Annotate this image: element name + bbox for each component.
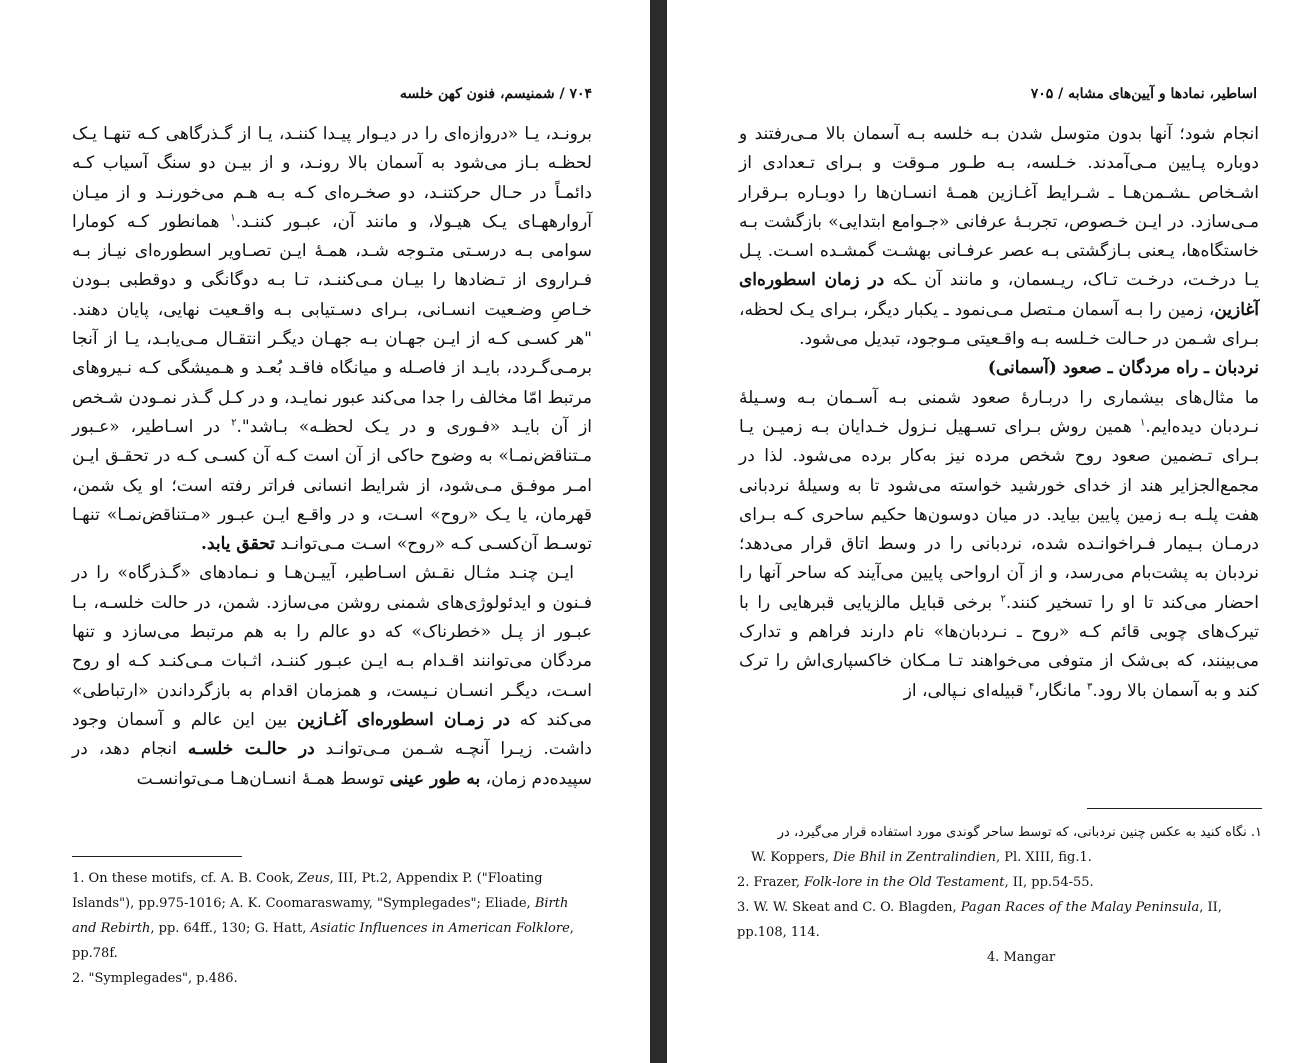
- text-segment: Birth and Rebirth: [72, 896, 569, 936]
- footnote-marker: ۱: [1140, 417, 1146, 429]
- footnote-1-persian: ۱. نگاه کنید به عکس چنین نردبانی، که توسط ساحر گوندی مورد استفاده قرار می‌گیرد، در: [777, 825, 1262, 840]
- text-segment: Asiatic Influences in American Folklore: [310, 921, 570, 936]
- text-segment: 1. On these motifs, cf. A. B. Cook,: [72, 871, 298, 886]
- text-segment: توسط همـهٔ انسـان‌هـا مـی‌توانسـت: [136, 768, 390, 789]
- text-segment: همانطور کـه کومارا سوامی بـه درسـتی متـوجه شـد، همـهٔ ایـن تصـاویر اسطوره‌ای نیـاز بـه فـراروی از تـضادها را بیـان مـی‌کننـد، تـا بـه دوگانگی و دوقطبی بـودن خـاصِ وضـعیت انسـانی، بـرای دسـتیابی بـه واقـعیت نهایی، پایان دهند. "هر کسـی کـه از ایـن جهـان بـه جهـان دیگـر انتقـال مـی‌یابـد، یـا از آنجا برمـی‌گـردد، بایـد از فاصـله و میانگاه فاقـد بُعـد و هـمیشگی کـه نـیروهای مرتبط امّا مخالف را جدا می‌کند عبور نمایـد، و در کـل گـذر نمـودن شـخص از آن بایـد «فـوری و در یـک لحظـه» بـاشد".: [72, 211, 593, 437]
- text-segment: در اسـاطیر، «عـبور مـتناقض‌نمـا» به وضوح حاکی از آن است کـه آن کسـی کـه در تحقـق ایـن امـر موفـق مـی‌شود، از شرایط انسانی فراتر رفته است؛ او یک شمن، قهرمان، یا یـک «روح» اسـت، و در واقـع ایـن عبـور «مـتناقض‌نمـا» تنهـا توسـط آن‌کسـی کـه «روح» اسـت مـی‌توانـد: [72, 416, 592, 555]
- text-segment: به طور عینی: [389, 768, 481, 789]
- text-segment: Pagan Races of the Malay Peninsula: [960, 900, 1200, 915]
- text-segment: , pp. 64ff., 130; G. Hatt,: [150, 921, 311, 936]
- right-footnotes: [737, 820, 1262, 970]
- text-segment: 2. Frazer,: [737, 875, 805, 890]
- text-segment: برخی قبایل مالزیایی قبرهایی را با تیرک‌های چوبی قائم کـه «روح ـ نـردبان‌ها» نام دارند فراهم و تدارک می‌بینند، که بی‌شک از متوفی می‌خواهند تـا مـکان خاکسپاری‌اش را ترک کند و به آسمان بالا رود.: [739, 592, 1259, 701]
- text-segment: 2. "Symplegades", p.486.: [72, 971, 238, 986]
- text-segment: در زمـان اسطوره‌ای آغـازین: [297, 709, 510, 730]
- footnote-marker: ۲: [1000, 593, 1006, 605]
- footnote-marker: ۱: [230, 212, 236, 224]
- text-segment: تحقق یابد.: [201, 534, 275, 555]
- right-page-header: اساطیر، نمادها و آیین‌های مشابه / ۷۰۵: [1030, 86, 1257, 102]
- footnote-4: 4. Mangar: [987, 950, 1056, 965]
- text-segment: , II, pp.108, 114.: [737, 900, 1222, 940]
- text-segment: بین این عالم و آسمان وجود داشت. زیـرا آنچـه شـمن مـی‌توانـد: [72, 709, 592, 760]
- left-footnote-rule: [72, 856, 242, 857]
- left-page: [0, 0, 650, 1063]
- text-segment: Zeus: [297, 871, 330, 886]
- footnote: [72, 966, 592, 991]
- text-segment: ما مثال‌های بیشماری را دربـارهٔ صعود شمنی بـه آسـمان بـه وسـیلهٔ نـردبان دیده‌ایم.: [739, 387, 1259, 437]
- text-segment: قبیله‌ای نـپالی، از: [903, 680, 1029, 701]
- text-segment: در زمان اسطوره‌ای آغازین: [739, 270, 1259, 320]
- footnote: [737, 895, 1262, 945]
- text-segment: , Pl. XIII, fig.1.: [996, 850, 1092, 865]
- footnote-marker: ۳: [1086, 680, 1093, 692]
- footnote-marker: ۲: [231, 417, 237, 429]
- text-segment: Die Bhil in Zentralindien: [833, 850, 996, 865]
- text-segment: برونـد، یـا «دروازه‌ای را در دیـوار پیـدا کننـد، یـا از گـذرگاهی کـه تنهـا یـک لحظـه بـاز می‌شود به آسمان بالا رونـد، و از بیـن دو سنگ آسیاب کـه دائمـاً در حـال حرکتنـد، دو صخـره‌ای کـه بـه هـم می‌خورنـد و از میـان آروارههـای یـک هیـولا، و مانند آن، عبـور کننـد.: [72, 124, 593, 232]
- paragraph: [72, 120, 592, 559]
- left-footnotes: [72, 866, 592, 991]
- footnote: [737, 845, 1262, 870]
- paragraph: [72, 559, 592, 793]
- text-segment: , pp.78f.: [72, 921, 574, 961]
- paragraph: [739, 384, 1259, 706]
- text-segment: ، زمین را بـه آسمان مـتصل مـی‌نمود ـ یکبار دیگر، بـرای یـک لحظه، بـرای شـمن در حـالت خـلسه بـه واقـعیتی مـوجود، تبدیل می‌شود.: [739, 299, 1259, 350]
- section-heading: نردبان ـ راه مردگان ـ صعود (آسمانی): [987, 358, 1259, 379]
- text-segment: , II, pp.54-55.: [1004, 875, 1094, 890]
- text-segment: همین روش بـرای تسـهیل نـزول خـدایان بـه زمیـن یـا بـرای تـضمین صعود روح شخص مرده نیز به‌کار برده می‌شود. لذا در مجمع‌الجزایر هند از خدای خورشید خواسته می‌شود تا به وسیلهٔ نردبانی هفت پلـه بـه زمین پایین بیاید. در میان دوسون‌ها حکیم ساحری کـه بـرای درمـان بـیمار فـراخوانـده شده، نردبانی را در وسط اتاق قرار می‌دهد؛ نردبان به پشت‌بام می‌رسد، و از آن ارواحی پایین می‌آیند که ساحر آنها را احضار می‌کند تا او را تسخیر کنند.: [739, 416, 1260, 613]
- text-segment: 3. W. W. Skeat and C. O. Blagden,: [737, 900, 961, 915]
- text-segment: انجام شود؛ آنها بدون متوسل شدن بـه خلسه بـه آسمان بالا مـی‌رفتند و دوباره پـایین مـی‌آمدند. خـلسه، بـه طـور مـوقت و بـرای تـعدادی از اشـخاص ـشـمن‌هـا ـ شـرایط آغـازین همـهٔ انسـان‌ها را دوبـاره بـرقرار مـی‌سازد. در ایـن خـصوص، تجربـهٔ عرفانی «جـوامع ابتدایی» بازگشت بـه خاستگاه‌ها، یـعنی بـازگشتی بـه عصر عرفـانی بهشـت گمشـده اسـت. پـل یـا درخـت، درخـت تـاک، ریـسمان، و مانند آن ـکه: [739, 124, 1260, 291]
- page-gutter: [650, 0, 667, 1063]
- text-segment: در حالـت خلسـه: [187, 739, 315, 760]
- footnote-marker: ۴: [1028, 680, 1035, 692]
- text-segment: Folk-lore in the Old Testament: [804, 875, 1005, 890]
- right-page: [667, 0, 1315, 1063]
- right-page-body: [739, 120, 1259, 706]
- left-page-header: ۷۰۴ / شمنیسم، فنون کهن خلسه: [399, 86, 592, 102]
- paragraph: [739, 120, 1259, 354]
- footnote: [72, 866, 592, 966]
- text-segment: مانگار،: [1034, 680, 1087, 701]
- left-page-body: [72, 120, 592, 794]
- text-segment: , III, Pt.2, Appendix P. ("Floating Islands"), pp.975-1016; A. K. Coomaraswamy, "Symplegades"; Eliade,: [72, 871, 543, 911]
- text-segment: ایـن چنـد مثـال نقـش اسـاطیر، آییـن‌هـا و نـمادهای «گـذرگاه» را در فـنون و ایدئولوژی‌های شمنی روشن می‌سازد. شمن، در حالت خلسـه، بـا عبـور از پـل «خطرناک» که دو عالم را به هم مرتبط می‌سازد و تنها مردگان می‌توانند اقـدام بـه ایـن عبـور کننـد، اثـبات مـی‌کنـد کـه او روح اسـت، دیگـر انسـان نـیست، و همزمان اقدام به بازگرداندن «ارتباطی» می‌کند که: [72, 563, 593, 730]
- footnote: [737, 870, 1262, 895]
- text-segment: انجام دهد، در سپیده‌دم زمان،: [72, 739, 592, 789]
- right-footnote-rule: [1087, 808, 1262, 809]
- text-segment: W. Koppers,: [751, 850, 834, 865]
